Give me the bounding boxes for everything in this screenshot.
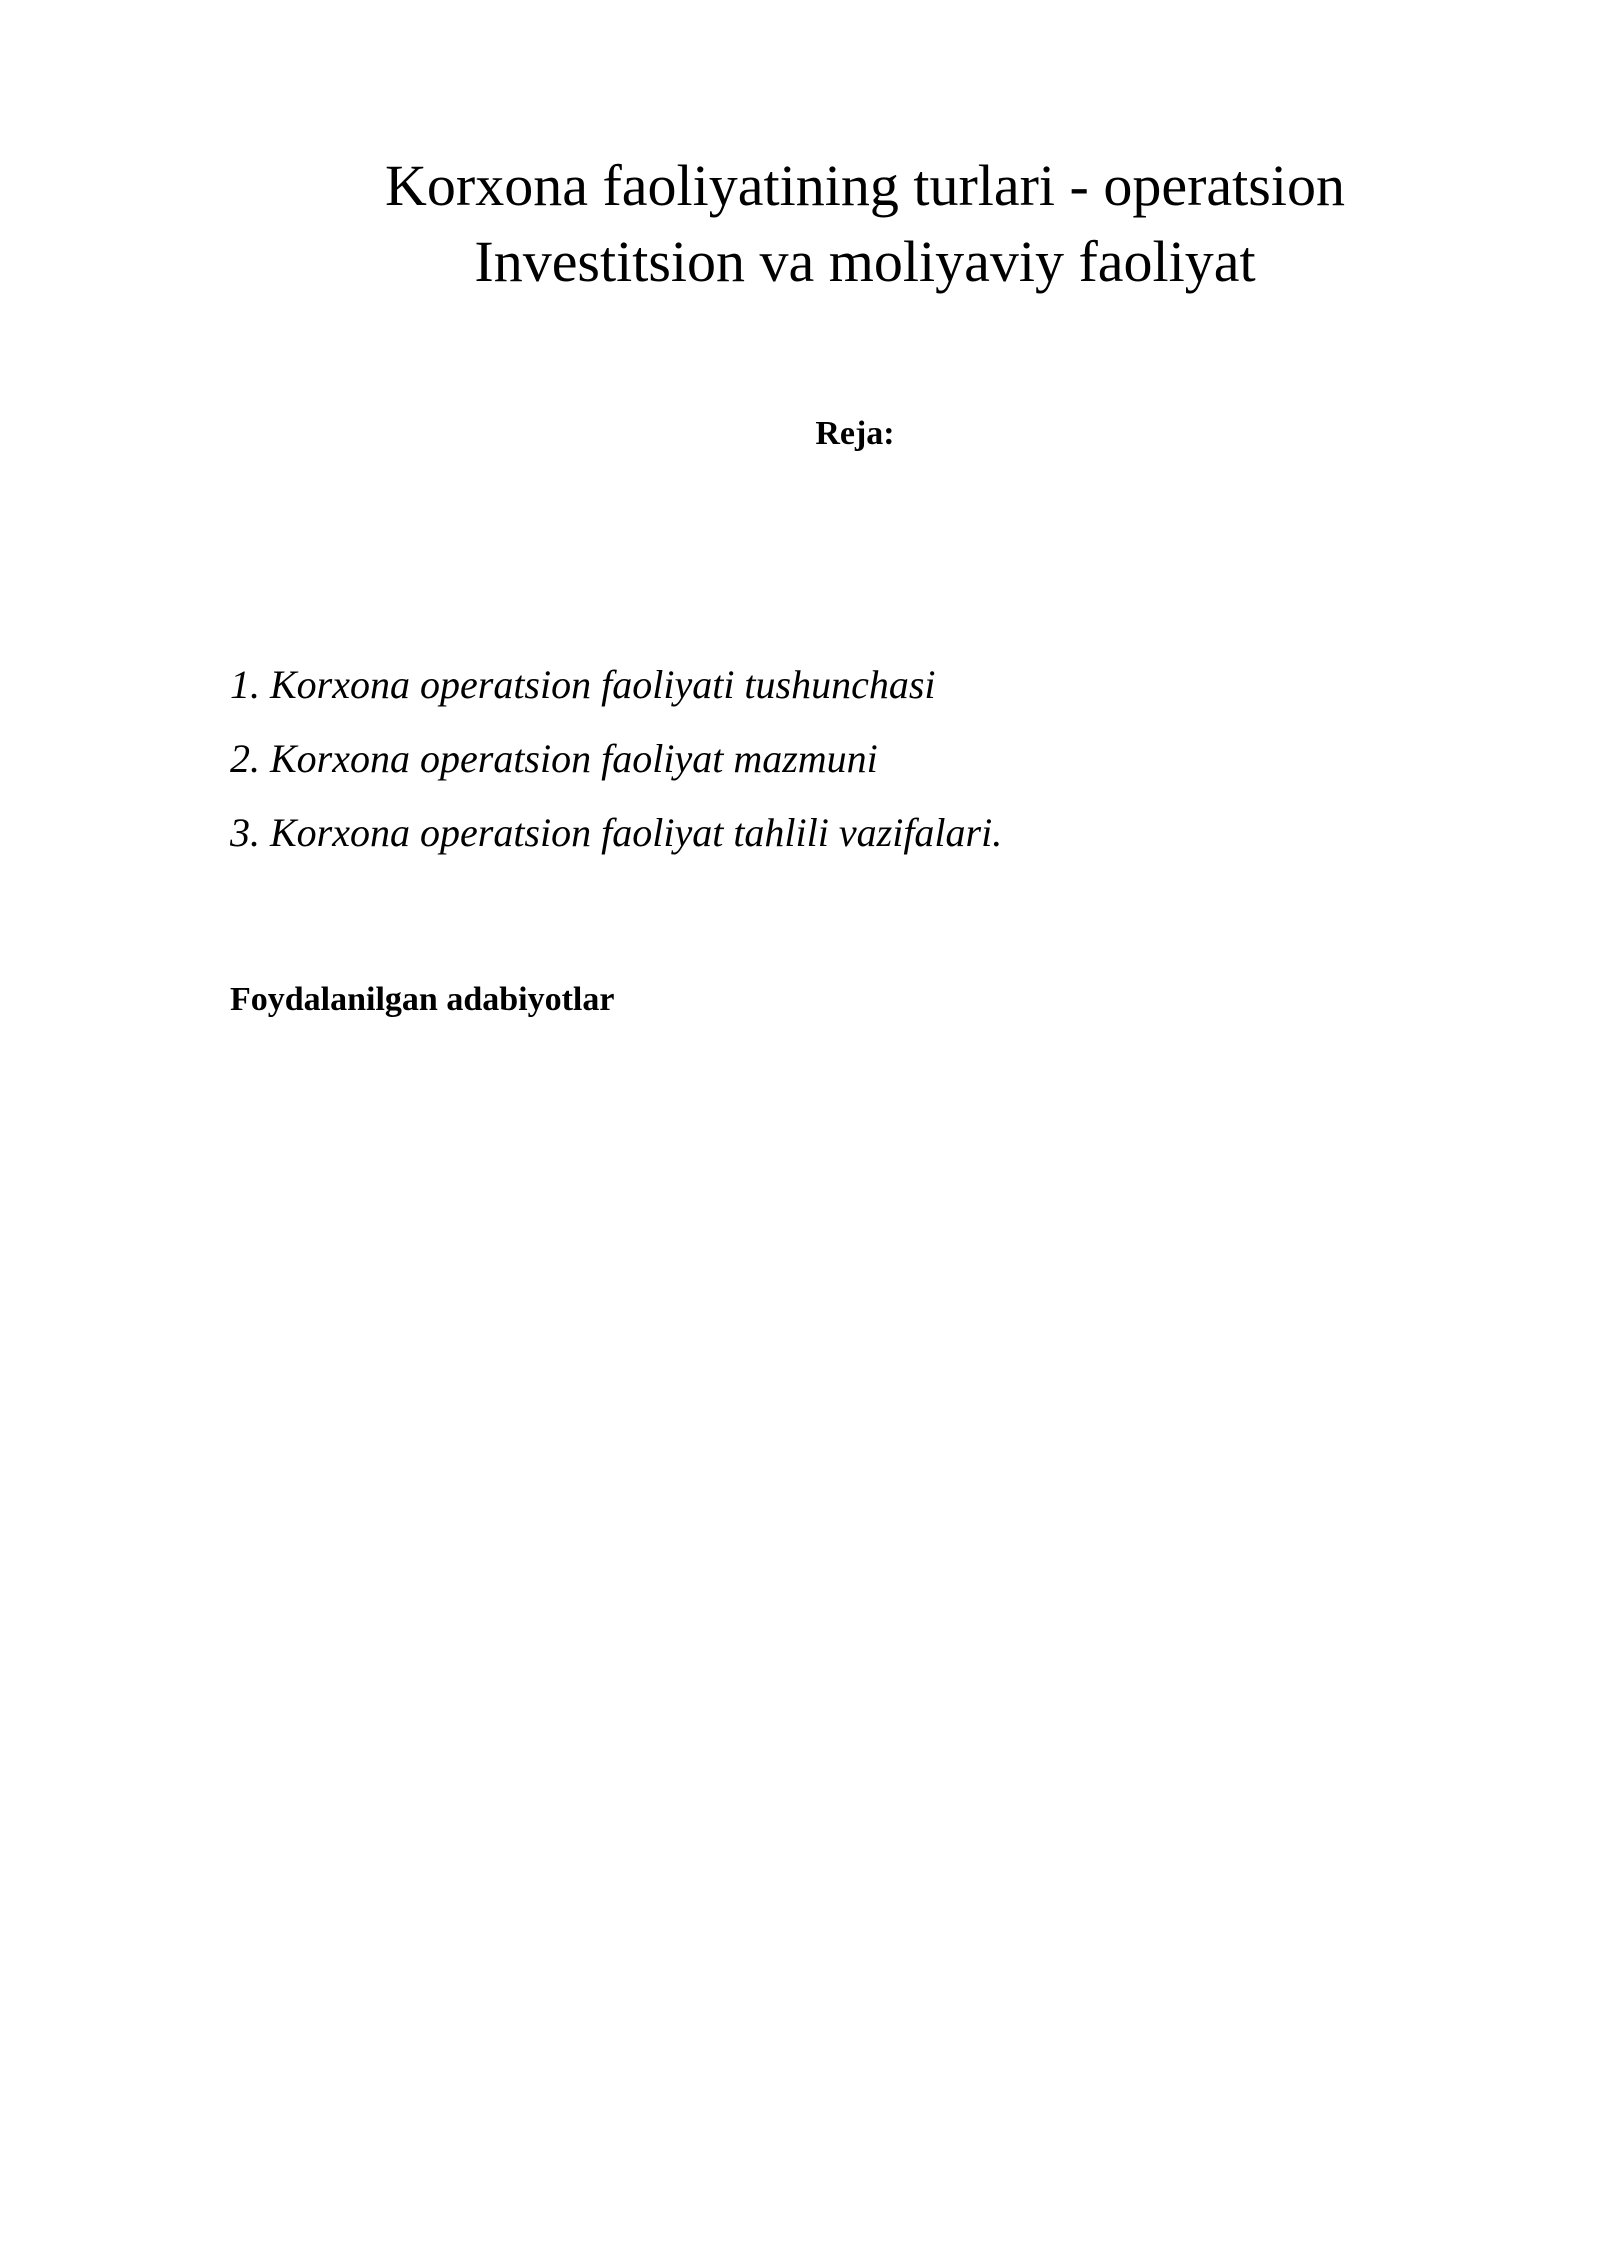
- plan-heading: Reja:: [815, 415, 895, 452]
- document-title: [250, 148, 1480, 300]
- plan-list: [230, 648, 1002, 870]
- plan-item: [230, 722, 1002, 796]
- references-heading: Foydalanilgan adabiyotlar: [230, 981, 615, 1018]
- plan-item: [230, 648, 1002, 722]
- plan-item-text: Korxona operatsion faoliyat mazmuni: [270, 736, 878, 781]
- title-line-2: Investitsion va moliyaviy faoliyat: [474, 229, 1256, 294]
- plan-item: [230, 796, 1002, 870]
- plan-item-number: 1.: [230, 662, 260, 707]
- plan-item-number: 2.: [230, 736, 260, 781]
- title-line-1: Korxona faoliyatining turlari - operatsion: [385, 153, 1345, 218]
- plan-item-number: 3.: [230, 810, 260, 855]
- plan-item-text: Korxona operatsion faoliyat tahlili vazifalari.: [270, 810, 1003, 855]
- plan-item-text: Korxona operatsion faoliyati tushunchasi: [270, 662, 936, 707]
